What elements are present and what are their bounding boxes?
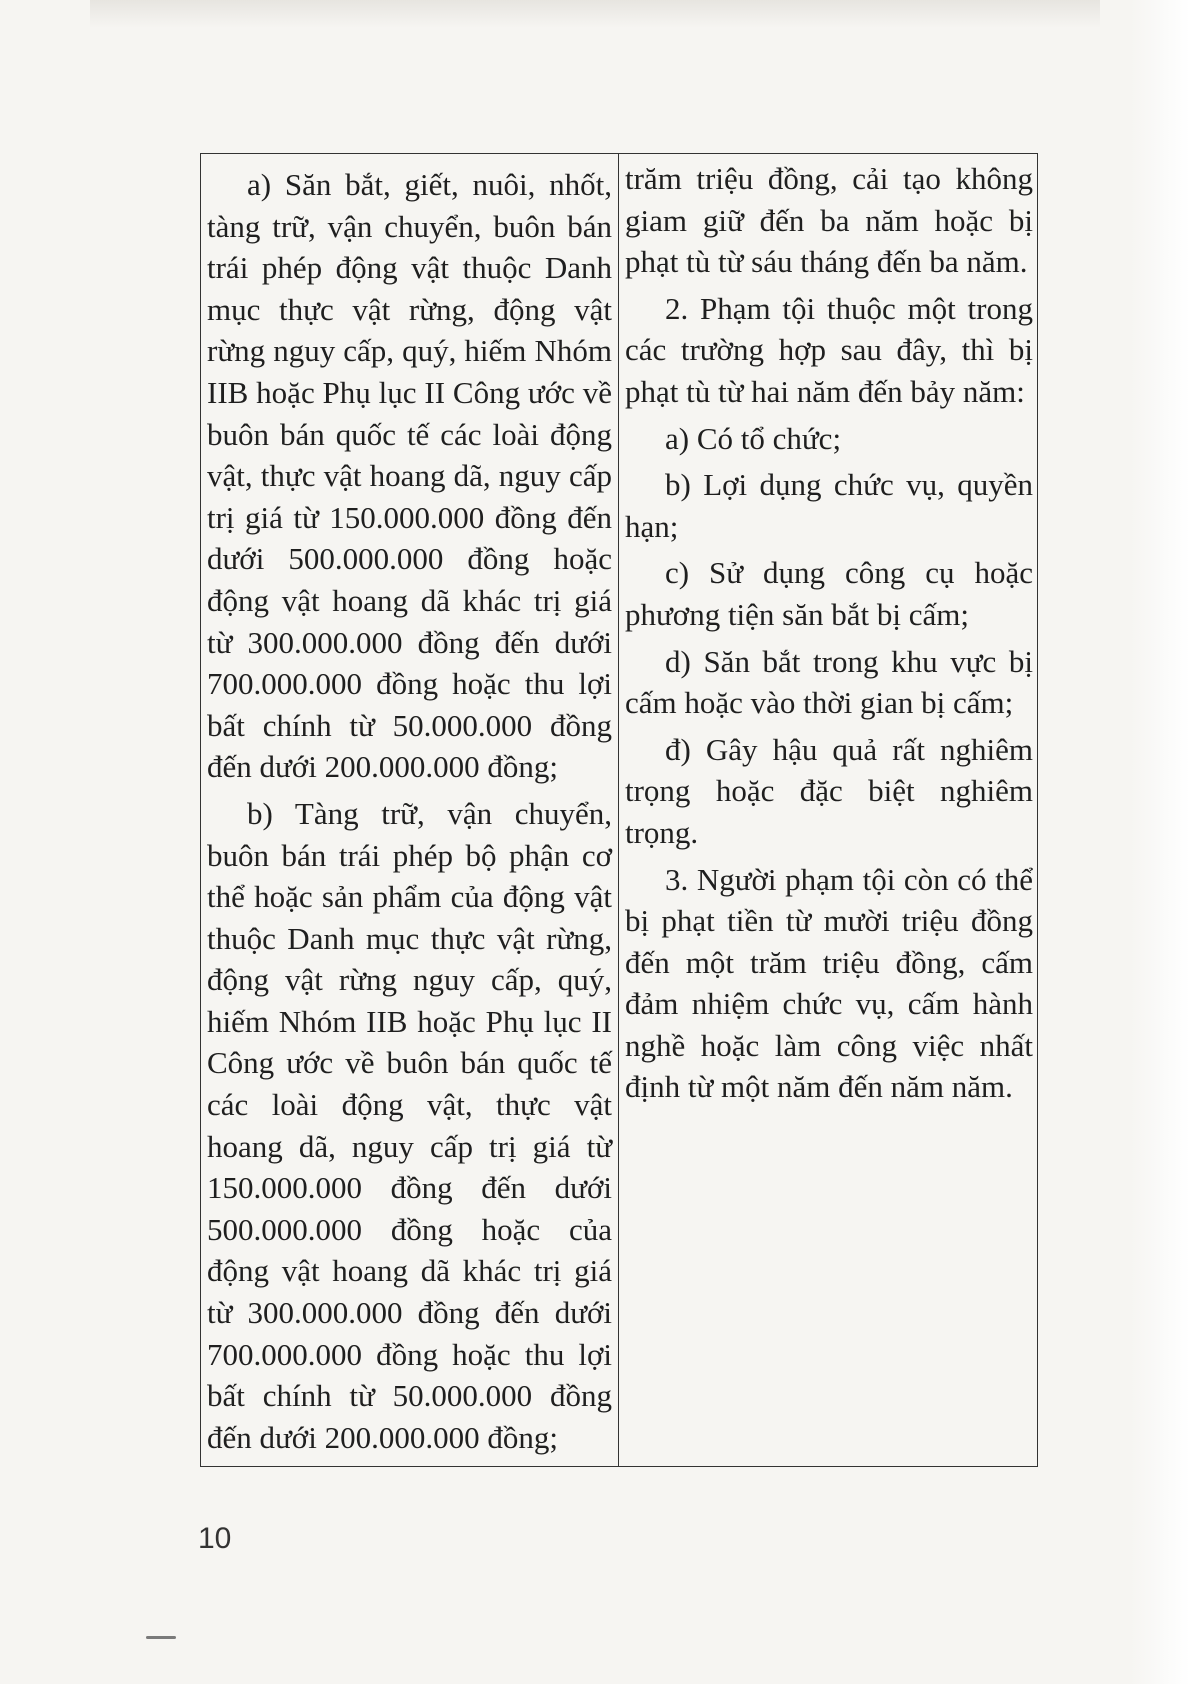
right-clause-2a: a) Có tổ chức; bbox=[665, 420, 842, 456]
page-corner-mark bbox=[146, 1636, 176, 1639]
right-clause-3: 3. Người phạm tội còn có thể bị phạt tiền từ mười triệu đồng đến một trăm triệu đồng, cấm đảm nhiệm chức vụ, cấm hành nghề hoặc làm công việc nhất định từ một năm đến năm năm. bbox=[625, 861, 1033, 1105]
right-continuation-text: trăm triệu đồng, cải tạo không giam giữ đến ba năm hoặc bị phạt tù từ sáu tháng đến ba năm. bbox=[625, 161, 1033, 280]
right-clause-2b: b) Lợi dụng chức vụ, quyền hạn; bbox=[625, 467, 1033, 544]
right-clause-2d: d) Săn bắt trong khu vực bị cấm hoặc vào thời gian bị cấm; bbox=[625, 643, 1033, 721]
left-paragraph-b: b) Tàng trữ, vận chuyển, buôn bán trái phép bộ phận cơ thể hoặc sản phẩm của động vật thuộc Danh mục thực vật rừng, động vật rừng nguy cấp, quý, hiếm Nhóm IIB hoặc Phụ lục II Công ước về buôn bán quốc tế các loài động vật, thực vật hoang dã, nguy cấp trị giá từ 150.000.000 đồng đến dưới 500.000.000 đồng hoặc của động vật hoang dã khác trị giá từ 300.000.000 đồng đến dưới 700.000.000 đồng hoặc thu lợi bất chính từ 50.000.000 đồng đến dưới 200.000.000 đồng; bbox=[207, 795, 612, 1455]
page-top-edge bbox=[90, 0, 1100, 28]
right-column bbox=[619, 154, 1039, 1466]
right-clause-2: 2. Phạm tội thuộc một trong các trường hợp sau đây, thì bị phạt tù từ hai năm đến bảy năm: bbox=[625, 290, 1033, 409]
left-column bbox=[201, 154, 619, 1466]
left-paragraph-a: a) Săn bắt, giết, nuôi, nhốt, tàng trữ, vận chuyển, buôn bán trái phép động vật thuộc Danh mục thực vật rừng, động vật rừng nguy cấp, quý, hiếm Nhóm IIB hoặc Phụ lục II Công ước về buôn bán quốc tế các loài động vật, thực vật hoang dã, nguy cấp trị giá từ 150.000.000 đồng đến dưới 500.000.000 đồng hoặc động vật hoang dã khác trị giá từ 300.000.000 đồng đến dưới 700.000.000 đồng hoặc thu lợi bất chính từ 50.000.000 đồng đến dưới 200.000.000 đồng; bbox=[207, 167, 612, 785]
page-number: 10 bbox=[198, 1522, 232, 1555]
right-clause-2dd: đ) Gây hậu quả rất nghiêm trọng hoặc đặc biệt nghiêm trọng. bbox=[625, 731, 1033, 850]
law-comparison-table bbox=[200, 153, 1038, 1467]
right-clause-2c: c) Sử dụng công cụ hoặc phương tiện săn bắt bị cấm; bbox=[625, 555, 1033, 632]
page-right-edge bbox=[1130, 0, 1190, 1684]
